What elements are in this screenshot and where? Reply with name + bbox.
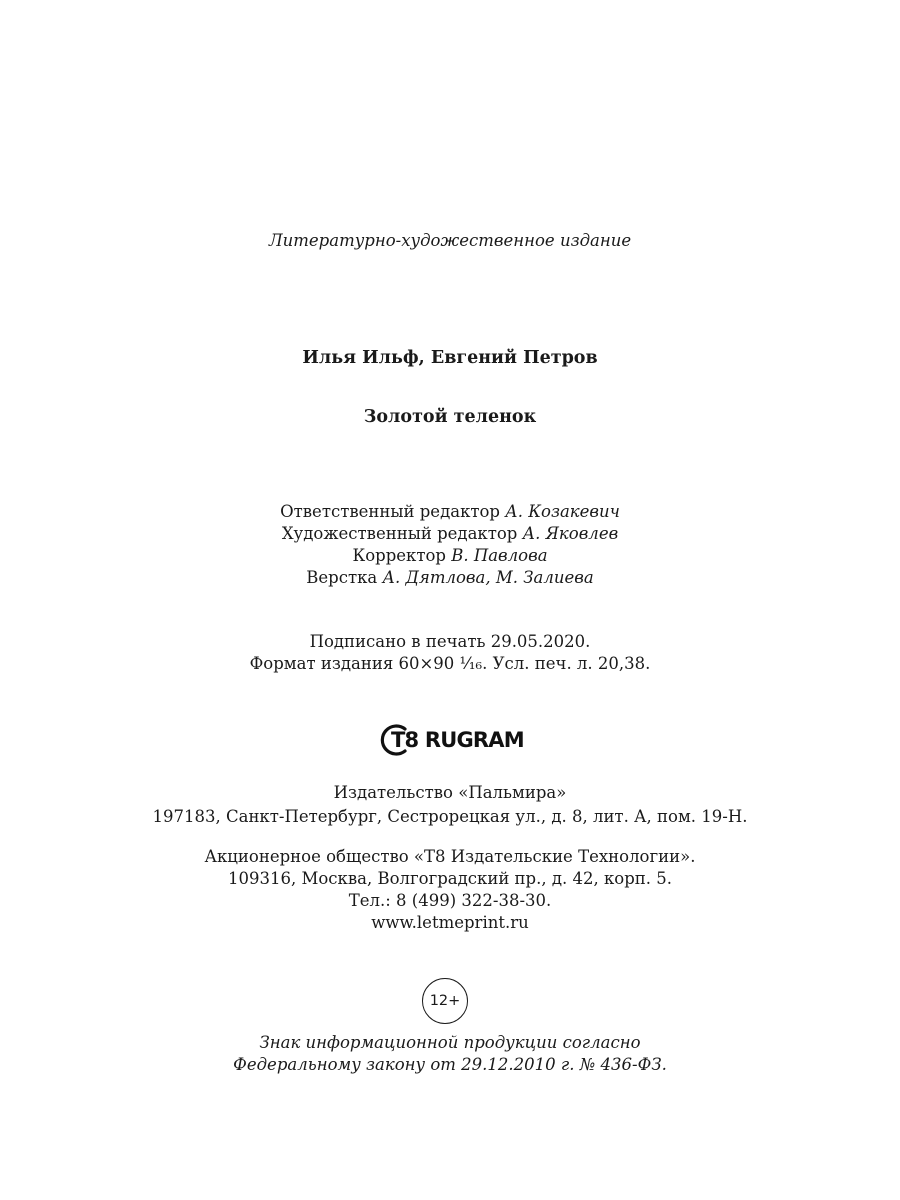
signed-date: Подписано в печать 29.05.2020. [309,632,591,651]
credit-line [0,567,900,589]
printer-block [0,846,900,934]
legal-notice-line: Знак информационной продукции согласно [259,1033,641,1052]
publisher-name: Издательство «Пальмира» [333,783,567,802]
book-title: Золотой теленок [363,407,537,427]
t8-circle-logo-icon [379,723,413,757]
legal-notice-line: Федеральному закону от 29.12.2010 г. № 436-ФЗ. [233,1055,667,1074]
credit-line [0,523,900,545]
credit-name: А. Дятлова, М. Залиева [382,568,594,587]
logo-text: T8 RUGRAM [391,728,524,752]
publisher-logo [379,720,524,760]
printer-phone: Тел.: 8 (499) 322-38-30. [348,891,552,910]
credit-role: Ответственный редактор [280,502,506,521]
credit-line [0,545,900,567]
print-info-block [0,631,900,675]
credit-name: А. Яковлев [522,524,619,543]
print-format: Формат издания 60×90 ¹⁄₁₆. Усл. печ. л. 20,38. [249,654,651,673]
publisher-block [0,782,900,828]
printer-address: 109316, Москва, Волгоградский пр., д. 42, корп. 5. [227,869,673,888]
credit-line [0,501,900,523]
credits-block [0,501,900,589]
legal-notice-block [0,1032,900,1076]
credit-name: В. Павлова [451,546,548,565]
credit-role: Корректор [352,546,452,565]
authors: Илья Ильф, Евгений Петров [302,348,598,368]
credit-name: А. Козакевич [505,502,620,521]
age-rating-badge: 12+ [422,978,468,1024]
credit-role: Художественный редактор [281,524,523,543]
printer-website: www.letmeprint.ru [371,913,529,932]
edition-type: Литературно-художественное издание [268,231,632,250]
printer-name: Акционерное общество «Т8 Издательские Технологии». [204,847,696,866]
publisher-address: 197183, Санкт-Петербург, Сестрорецкая ул., д. 8, лит. А, пом. 19-Н. [152,807,748,826]
credit-role: Верстка [306,568,383,587]
